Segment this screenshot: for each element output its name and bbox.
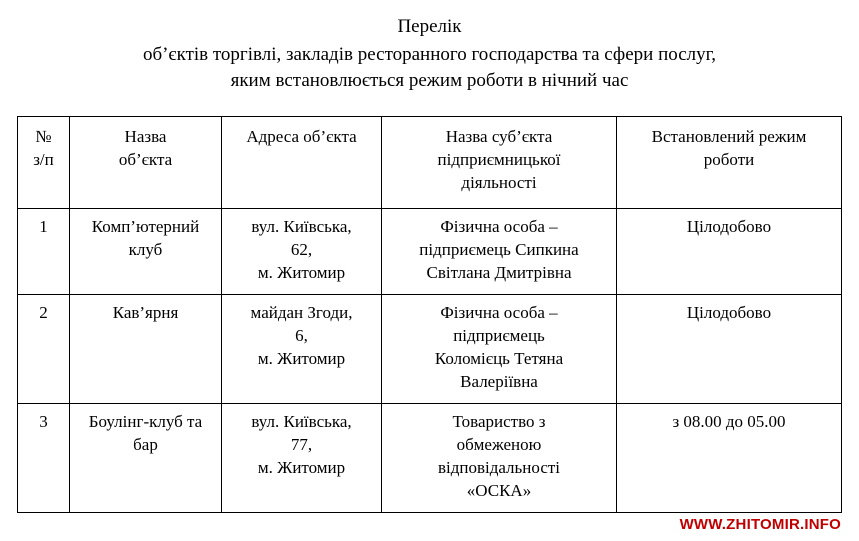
cell-object-address [222,404,382,513]
cell-line: бар [133,435,158,454]
cell-line: Валеріївна [460,372,538,391]
cell-entity-name [382,404,617,513]
cell-line: 6, [295,326,308,345]
column-header-object-address [222,117,382,209]
header-entity-line-1: Назва суб’єкта [445,127,553,146]
header-address-line-1: Адреса об’єкта [246,127,357,146]
cell-line: Кав’ярня [112,303,179,322]
cell-line: вул. Київська, [251,412,352,431]
cell-line: відповідальності [437,458,561,477]
cell-line: 77, [290,435,313,454]
cell-line: 62, [290,240,313,259]
header-number-line-1: № [35,127,52,146]
table-row [18,404,842,513]
cell-number: 1 [18,209,70,295]
column-header-number [18,117,70,209]
cell-schedule [617,295,842,404]
title-line-1: Перелік [397,16,462,37]
cell-line: м. Житомир [257,263,346,282]
cell-line: клуб [128,240,163,259]
cell-line: підприємець Сипкина [419,240,579,259]
header-schedule-line-2: роботи [703,150,755,169]
header-name-line-2: об’єкта [118,150,173,169]
cell-line: вул. Київська, [251,217,352,236]
table-header-row [18,117,842,209]
column-header-entity-name [382,117,617,209]
title-line-2: об’єктів торгівлі, закладів ресторанного господарства та сфери послуг, [142,44,717,65]
cell-line: м. Житомир [257,458,346,477]
cell-object-address [222,209,382,295]
cell-line: Світлана Дмитрівна [426,263,572,282]
cell-entity-name [382,295,617,404]
table-row [18,295,842,404]
title-line-3: яким встановлюється режим роботи в нічний час [230,70,629,91]
cell-object-name [70,295,222,404]
cell-schedule [617,404,842,513]
cell-entity-name [382,209,617,295]
cell-line: Товариство з [452,412,546,431]
header-entity-line-3: діяльності [461,173,537,192]
cell-schedule [617,209,842,295]
cell-line: Комп’ютерний [91,217,200,236]
watermark-text: WWW.ZHITOMIR.INFO [679,516,841,533]
cell-line: Боулінг-клуб та [88,412,203,431]
cell-line: м. Житомир [257,349,346,368]
cell-line: Фізична особа – [440,217,558,236]
column-header-object-name [70,117,222,209]
cell-line: «ОСКА» [466,481,532,500]
cell-number: 2 [18,295,70,404]
cell-line: Коломієць Тетяна [434,349,564,368]
cell-line: Цілодобово [686,217,772,236]
cell-line: з 08.00 до 05.00 [672,412,786,431]
cell-object-name [70,404,222,513]
page-title [0,0,859,94]
cell-line: майдан Згоди, [250,303,353,322]
cell-object-address [222,295,382,404]
column-header-schedule [617,117,842,209]
cell-number: 3 [18,404,70,513]
cell-line: Цілодобово [686,303,772,322]
table-row [18,209,842,295]
header-number-line-2: з/п [33,150,54,169]
cell-line: обмеженою [456,435,542,454]
cell-line: підприємець [453,326,545,345]
cell-object-name [70,209,222,295]
objects-table [17,116,842,513]
cell-line: Фізична особа – [440,303,558,322]
header-schedule-line-1: Встановлений режим [651,127,807,146]
header-name-line-1: Назва [124,127,167,146]
header-entity-line-2: підприємницької [437,150,561,169]
